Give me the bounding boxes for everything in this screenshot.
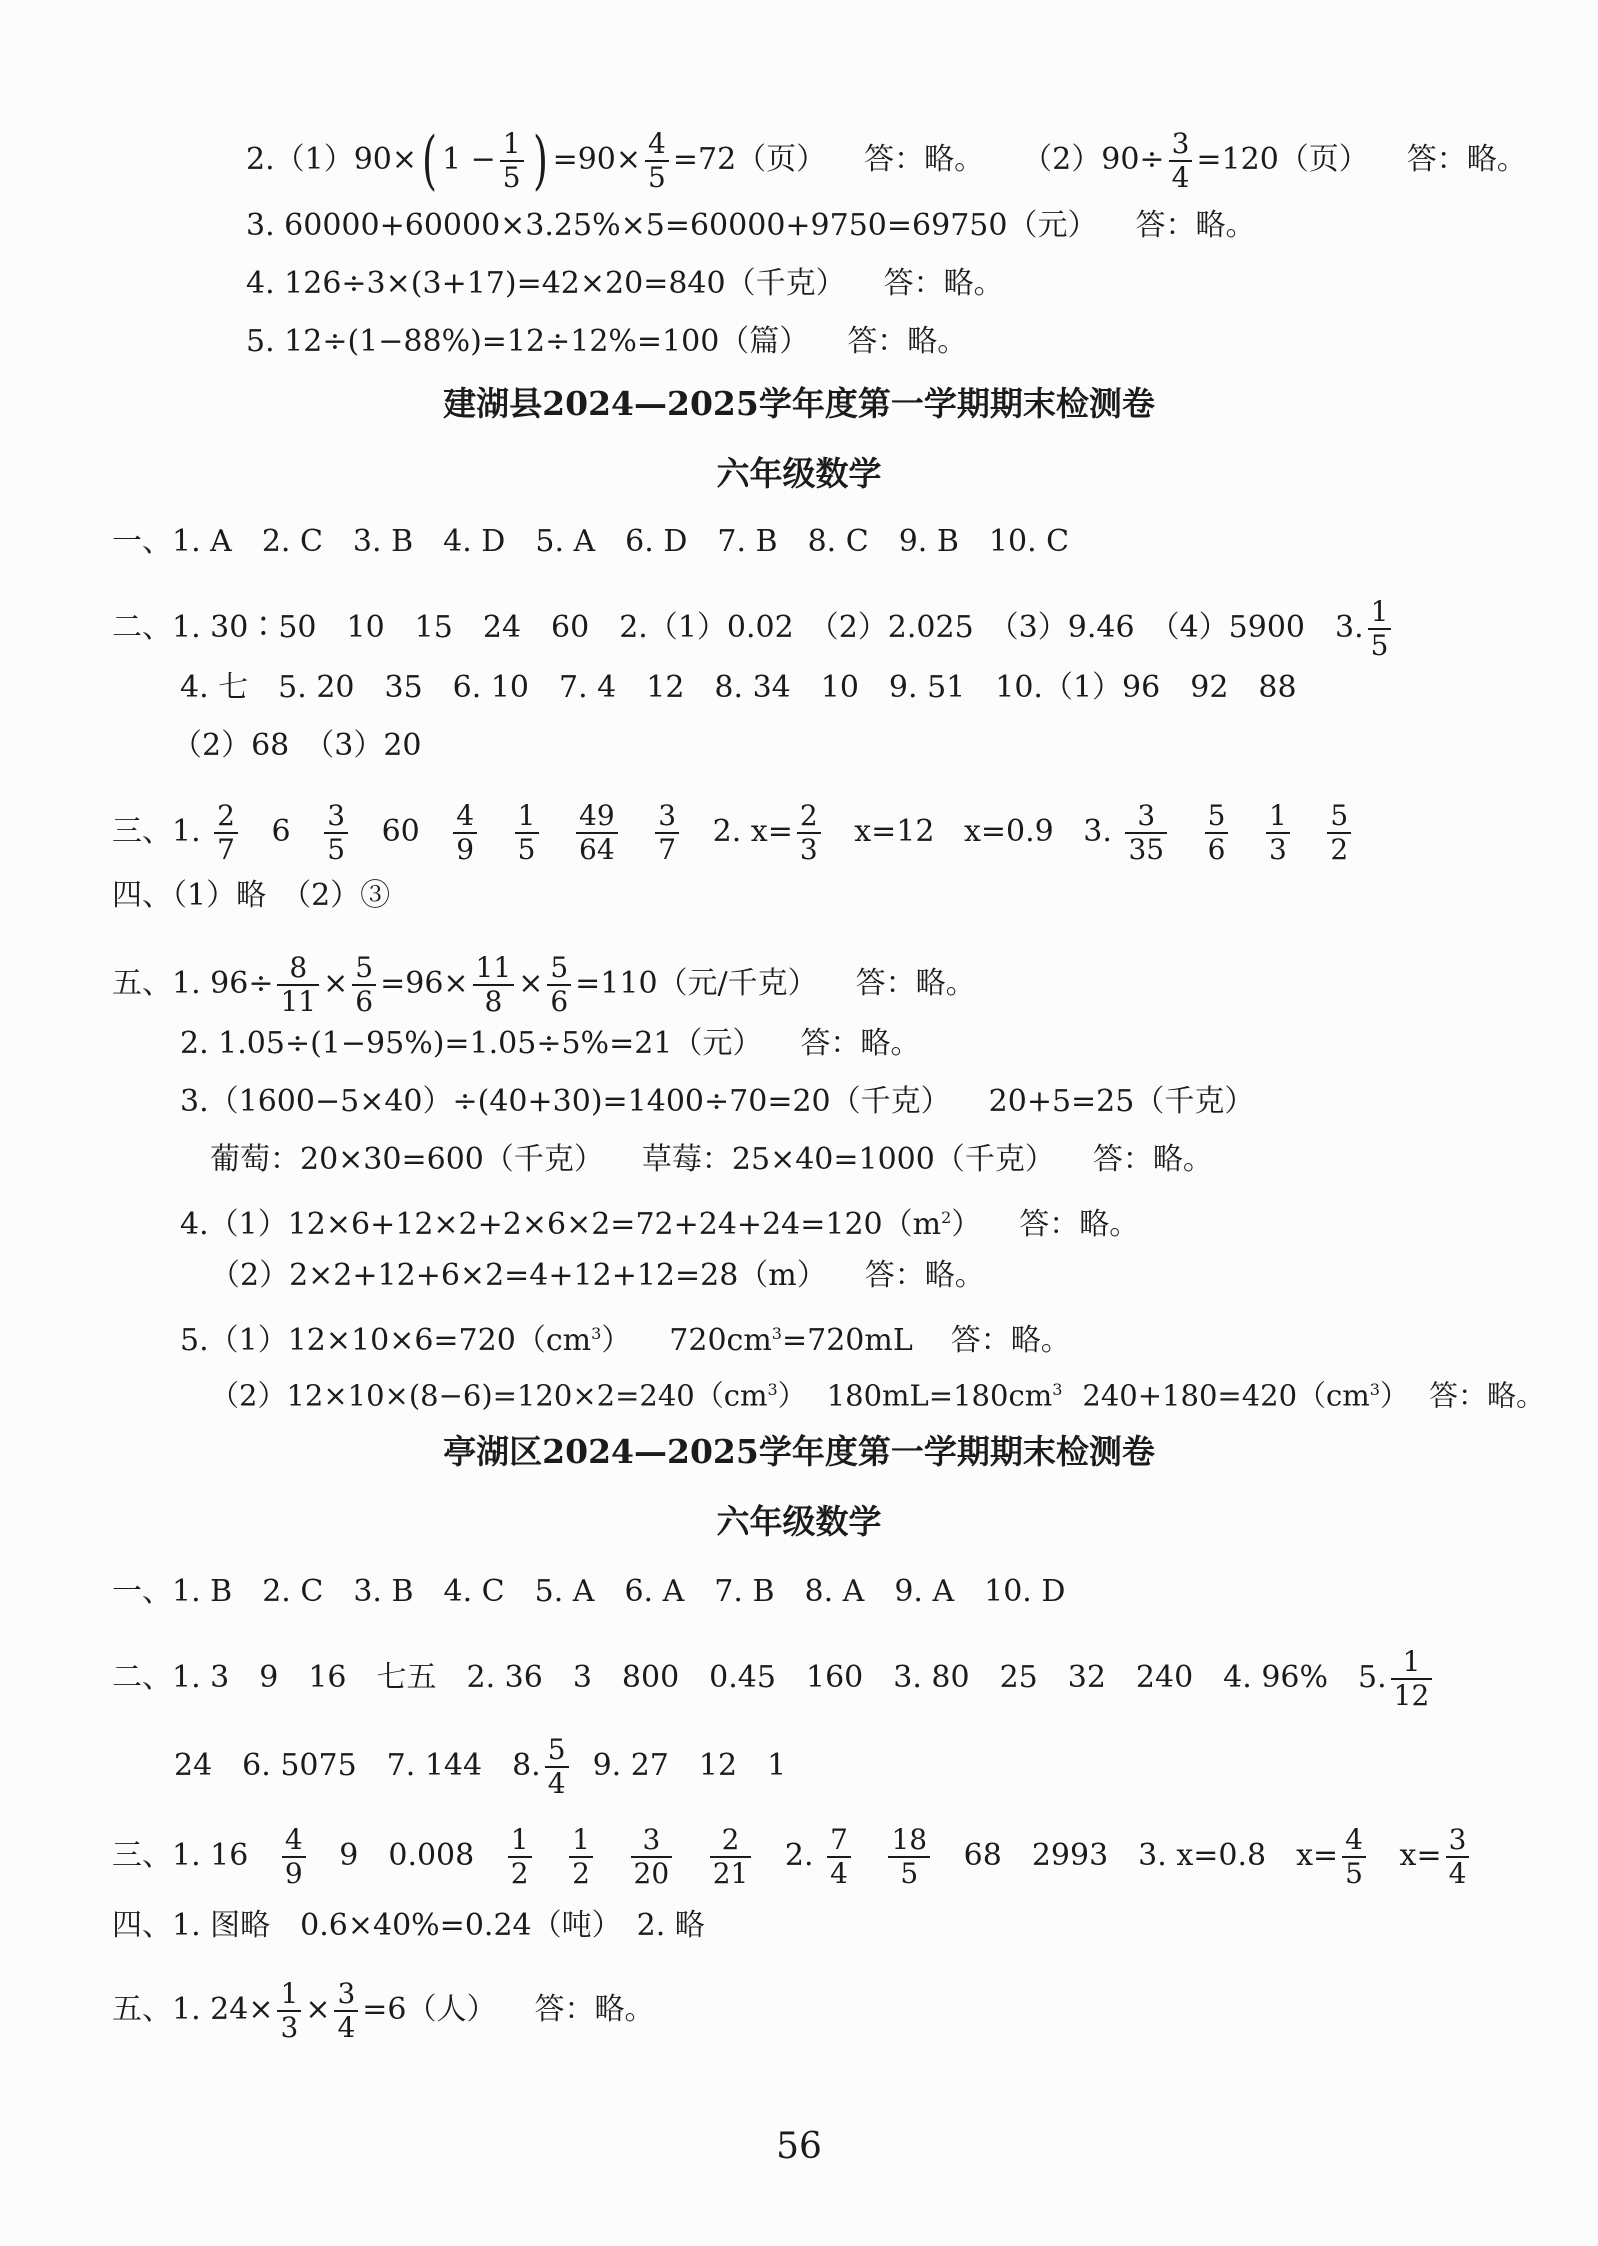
answer-text: 答：略。 [847, 324, 968, 359]
part-1-choices-2 [112, 1572, 1065, 1612]
section-subtitle-tinghu: 六年级数学 [716, 1502, 882, 1541]
numerator: 3 [1125, 800, 1167, 834]
numerator: 3 [1446, 1824, 1470, 1858]
numerator: 4 [1342, 1824, 1366, 1858]
answer-line-4 [246, 264, 1004, 304]
fraction [888, 1824, 930, 1890]
fraction [1266, 800, 1290, 866]
part-5-q2 [180, 1024, 920, 1064]
denominator: 2 [510, 1857, 529, 1890]
numerator: 1 [508, 1824, 532, 1858]
fraction [1446, 1824, 1470, 1890]
line-text: 3.（1600−5×40）÷(40+30)=1400÷70=20（千克） [180, 1084, 951, 1119]
denominator: 2 [572, 1857, 590, 1890]
value: x=12 [854, 814, 935, 849]
answer-text: 答：略。 [950, 1323, 1071, 1358]
line-text: =90× [552, 142, 642, 177]
denominator: 4 [547, 1767, 566, 1800]
line-text: 五、1. 24× [112, 1992, 274, 2027]
fraction [453, 800, 477, 866]
line-text: 草莓：25×40=1000（千克） [641, 1142, 1055, 1177]
line-text: ） [1379, 1378, 1409, 1413]
numerator: 2 [214, 800, 238, 834]
fraction [1205, 800, 1229, 866]
fraction [282, 1824, 306, 1890]
answer-text: 答：略。 [1135, 208, 1256, 243]
denominator: 20 [633, 1857, 670, 1890]
numerator: 1 [1391, 1646, 1433, 1680]
line-text: 四、（1）略 （2）③ [112, 878, 391, 913]
page-number: 56 [776, 2126, 822, 2167]
superscript: 3 [1052, 1380, 1063, 1399]
line-text: 1 − [442, 142, 496, 177]
fraction [324, 800, 348, 866]
denominator: 6 [1207, 833, 1226, 866]
part-2-line-c [172, 726, 422, 766]
part-5-q5-a [180, 1314, 1071, 1361]
answer-text: 答：略。 [534, 1992, 655, 2027]
denominator: 12 [1393, 1679, 1430, 1712]
fraction [655, 800, 679, 866]
denominator: 8 [484, 985, 503, 1018]
numerator: 3 [324, 800, 348, 834]
denominator: 7 [658, 833, 677, 866]
numerator: 7 [827, 1824, 851, 1858]
line-text: 4.（1）12×6+12×2+2×6×2=72+24+24=120（m [180, 1207, 942, 1242]
line-text: 2. 1.05÷(1−95%)=1.05÷5%=21（元） [180, 1026, 763, 1061]
denominator: 64 [579, 833, 615, 866]
fraction [1391, 1646, 1433, 1712]
superscript: 3 [1369, 1380, 1380, 1399]
denominator: 3 [1269, 833, 1287, 866]
numerator: 49 [576, 800, 618, 834]
part-2-line-a [112, 596, 1395, 662]
superscript: 3 [591, 1324, 602, 1343]
numerator: 5 [1327, 800, 1351, 834]
line-text: 9. 27 12 1 [592, 1748, 787, 1783]
part-1-choices [112, 522, 1069, 562]
denominator: 5 [900, 1857, 919, 1890]
answer-text: 答：略。 [1092, 1142, 1213, 1177]
line-text: 5. 12÷(1−88%)=12÷12%=100（篇） [246, 324, 810, 359]
denominator: 5 [502, 161, 521, 194]
numerator: 2 [797, 800, 821, 834]
fraction [545, 1734, 569, 1800]
line-text: 5.（1）12×10×6=720（cm [180, 1323, 592, 1358]
fraction [352, 952, 376, 1018]
fraction [827, 1824, 851, 1890]
part-5-q5-b [210, 1370, 1545, 1416]
line-text: 三、1. 16 [112, 1838, 249, 1873]
value: 9 0.008 [339, 1838, 475, 1873]
denominator: 5 [517, 833, 536, 866]
part-5-q3-b [210, 1140, 1213, 1180]
part-2-line-b [180, 668, 1297, 708]
answer-line-5 [246, 322, 967, 362]
line-text: （2）68 （3）20 [172, 728, 422, 763]
fraction [508, 1824, 532, 1890]
line-text: 五、1. 96÷ [112, 966, 274, 1001]
answer-text: 答：略。 [864, 1258, 985, 1293]
fraction [797, 800, 821, 866]
line-text: （2）12×10×(8−6)=120×2=240（cm [210, 1378, 768, 1413]
section-title-tinghu: 亭湖区2024—2025学年度第一学期期末检测卷 [443, 1432, 1155, 1471]
section-title-jianhu: 建湖县2024—2025学年度第一学期期末检测卷 [443, 384, 1155, 423]
fraction [214, 800, 238, 866]
denominator: 5 [327, 833, 346, 866]
denominator: 11 [280, 985, 317, 1018]
superscript: 3 [767, 1380, 778, 1399]
fraction [277, 952, 319, 1018]
numerator: 18 [888, 1824, 930, 1858]
fraction [1368, 596, 1392, 662]
line-text: 二、1. 30∶50 10 15 24 60 2.（1）0.02 （2）2.025 （3）9.46 （4）5900 3. [112, 610, 1364, 645]
value: x= [1399, 1838, 1442, 1873]
line-text: =720mL [781, 1323, 913, 1358]
numerator: 3 [631, 1824, 673, 1858]
line-text: 一、1. B 2. C 3. B 4. C 5. A 6. A 7. B 8. A 9. A 10. D [112, 1574, 1066, 1609]
line-text: ） [601, 1323, 632, 1358]
line-text: 3. 60000+60000×3.25%×5=60000+9750=69750（元） [246, 208, 1098, 243]
numerator: 1 [515, 800, 539, 834]
answer-text: 答：略。 [1429, 1378, 1546, 1413]
part-5-q3 [180, 1082, 1254, 1122]
numerator: 1 [500, 128, 524, 162]
denominator: 4 [830, 1857, 848, 1890]
denominator: 6 [550, 985, 569, 1018]
line-text: =120（页） [1196, 142, 1369, 177]
line-text: 一、1. A 2. C 3. B 4. D 5. A 6. D 7. B 8. C 9. B 10. C [112, 524, 1070, 559]
paren-open: ( [422, 124, 438, 198]
denominator: 2 [1330, 833, 1349, 866]
fraction [1125, 800, 1167, 866]
denominator: 7 [217, 833, 235, 866]
part-5-q4-a [180, 1198, 1139, 1245]
answer-line-3 [246, 206, 1255, 246]
line-text: ） [777, 1378, 807, 1413]
value: 6 [271, 814, 291, 849]
value: 68 2993 3. x=0.8 x= [963, 1838, 1339, 1873]
answer-text: 答：略。 [1406, 142, 1527, 177]
numerator: 3 [655, 800, 679, 834]
line-text: 720cm [669, 1323, 772, 1358]
denominator: 35 [1128, 833, 1165, 866]
fraction [1342, 1824, 1366, 1890]
line-text: =110（元/千克） [575, 966, 818, 1001]
part-5-q4-b [210, 1256, 985, 1296]
part-2-line-b-2 [174, 1734, 786, 1800]
answer-line-2 [246, 124, 1527, 198]
line-text: =72（页） [672, 142, 827, 177]
superscript: 2 [941, 1208, 952, 1227]
denominator: 3 [799, 833, 818, 866]
part-3-line-2 [112, 1824, 1473, 1890]
line-text: 三、1. [112, 814, 201, 849]
numerator: 1 [277, 1978, 301, 2012]
numerator: 5 [547, 952, 571, 986]
numerator: 3 [1169, 128, 1193, 162]
fraction [500, 128, 524, 194]
answer-text: 答：略。 [800, 1026, 921, 1061]
part-5-q1-2 [112, 1978, 655, 2044]
paren-close: ) [532, 124, 548, 198]
superscript: 3 [771, 1324, 782, 1343]
line-text: 4. 126÷3×(3+17)=42×20=840（千克） [246, 266, 846, 301]
line-text: × [305, 1992, 331, 2027]
section-subtitle-jianhu: 六年级数学 [716, 454, 882, 493]
part-2-line-a-2 [112, 1646, 1436, 1712]
numerator: 5 [545, 1734, 569, 1768]
line-text: × [518, 966, 544, 1001]
denominator: 4 [1171, 161, 1190, 194]
fraction [710, 1824, 752, 1890]
fraction [569, 1824, 593, 1890]
denominator: 4 [337, 2011, 356, 2044]
fraction [631, 1824, 673, 1890]
line-text: 二、1. 3 9 16 七五 2. 36 3 800 0.45 160 3. 80 25 32 240 4. 96% 5. [112, 1660, 1387, 1695]
part-5-q1 [112, 952, 976, 1018]
answer-text: 答：略。 [1019, 1207, 1140, 1242]
numerator: 2 [710, 1824, 752, 1858]
fraction [334, 1978, 358, 2044]
line-text: 4. 七 5. 20 35 6. 10 7. 4 12 8. 34 10 9. 51 10.（1）96 92 88 [180, 670, 1297, 705]
fraction [277, 1978, 301, 2044]
part-4-line-2 [112, 1906, 705, 1946]
fraction [515, 800, 539, 866]
numerator: 5 [1205, 800, 1229, 834]
denominator: 9 [284, 1857, 303, 1890]
fraction [473, 952, 515, 1018]
line-text: 20+5=25（千克） [988, 1084, 1255, 1119]
line-text: 四、1. 图略 0.6×40%=0.24（吨） 2. 略 [112, 1908, 705, 1943]
numerator: 3 [334, 1978, 358, 2012]
numerator: 1 [1368, 596, 1392, 630]
line-text: 葡萄：20×30=600（千克） [210, 1142, 604, 1177]
line-text: 24 6. 5075 7. 144 8. [174, 1748, 541, 1783]
denominator: 5 [648, 161, 666, 194]
denominator: 9 [456, 833, 475, 866]
line-text: 2. x= [712, 814, 793, 849]
line-text: 240+180=420（cm [1082, 1378, 1370, 1413]
answer-text: 答：略。 [864, 142, 985, 177]
numerator: 4 [453, 800, 477, 834]
numerator: 5 [352, 952, 376, 986]
line-text: ） [951, 1207, 982, 1242]
numerator: 11 [473, 952, 515, 986]
fraction [645, 128, 669, 194]
answer-text: 答：略。 [883, 266, 1004, 301]
numerator: 8 [277, 952, 319, 986]
fraction [1169, 128, 1193, 194]
numerator: 1 [569, 1824, 593, 1858]
denominator: 21 [712, 1857, 749, 1890]
line-text: 3. [1083, 814, 1112, 849]
line-text: （2）2×2+12+6×2=4+12+12=28（m） [210, 1258, 827, 1293]
line-text: × [323, 966, 349, 1001]
denominator: 5 [1345, 1857, 1363, 1890]
part-4-line [112, 876, 390, 916]
line-text: 2.（1）90× [246, 142, 418, 177]
fraction [576, 800, 618, 866]
value: x=0.9 [963, 814, 1054, 849]
line-text: 2. [784, 1838, 814, 1873]
line-text: =6（人） [362, 1992, 497, 2027]
denominator: 4 [1448, 1857, 1467, 1890]
numerator: 4 [282, 1824, 306, 1858]
part-3-line [112, 800, 1355, 866]
denominator: 5 [1370, 629, 1389, 662]
answer-text: 答：略。 [855, 966, 976, 1001]
line-text: （2）90÷ [1022, 142, 1165, 177]
line-text: 180mL=180cm [826, 1378, 1053, 1413]
denominator: 3 [280, 2011, 299, 2044]
fraction [1327, 800, 1351, 866]
numerator: 4 [645, 128, 669, 162]
value: 60 [381, 814, 420, 849]
denominator: 6 [355, 985, 374, 1018]
numerator: 1 [1266, 800, 1290, 834]
fraction [547, 952, 571, 1018]
line-text: =96× [380, 966, 469, 1001]
